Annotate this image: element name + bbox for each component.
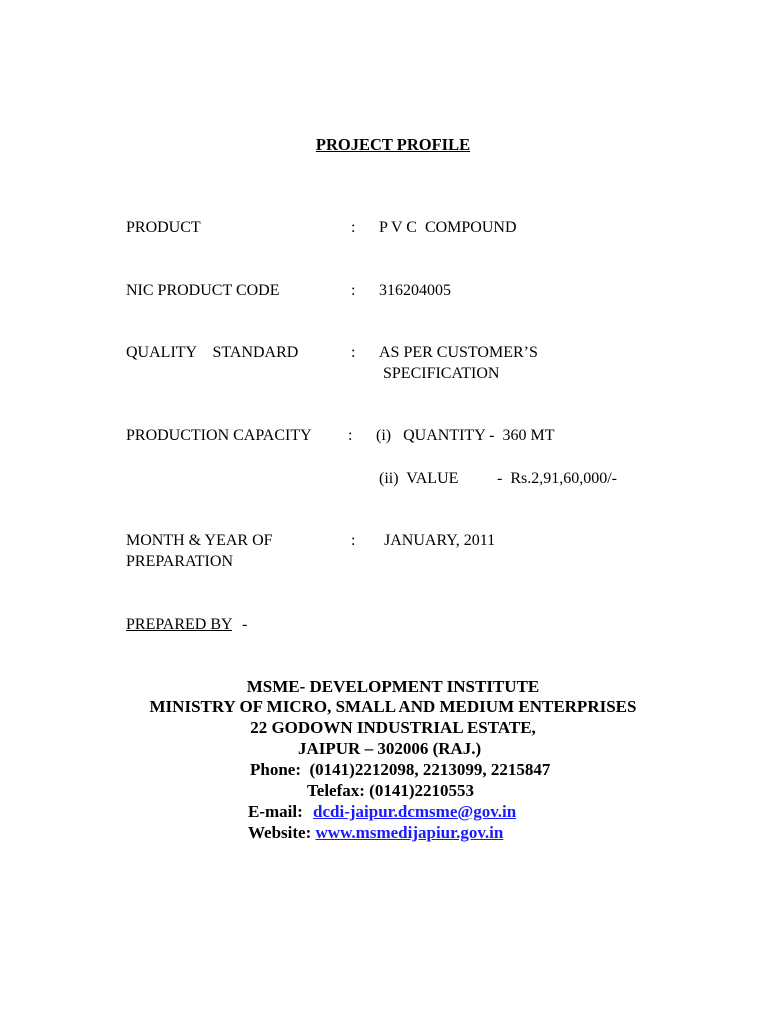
email-label: E-mail: [248,802,303,821]
address-line2: JAIPUR – 302006 (RAJ.) [298,739,482,758]
website-label: Website: [248,823,312,842]
nic-label: NIC PRODUCT CODE [126,282,280,299]
capacity-colon: : [348,427,353,444]
prepared-by-label: PREPARED BY [126,616,232,633]
address-line1: 22 GODOWN INDUSTRIAL ESTATE, [250,718,536,737]
quality-label: QUALITY STANDARD [126,344,299,361]
prepared-by [126,615,247,635]
product-colon: : [351,219,356,236]
month-label-line2: PREPARATION [126,553,233,570]
quality-value-line1: AS PER CUSTOMER’S [379,344,538,361]
quality-colon: : [351,344,356,361]
product-label: PRODUCT [126,219,201,236]
month-label-line1: MONTH & YEAR OF [126,532,273,549]
institute-name: MSME- DEVELOPMENT INSTITUTE [246,677,540,696]
capacity-quantity: (i) QUANTITY - 360 MT [376,427,555,444]
capacity-label: PRODUCTION CAPACITY [126,427,312,444]
prepared-by-dash: - [241,616,248,633]
month-colon: : [351,532,356,549]
product-value: P V C COMPOUND [379,219,517,236]
ministry-name: MINISTRY OF MICRO, SMALL AND MEDIUM ENTERPRISES [149,697,637,716]
nic-colon: : [351,282,356,299]
nic-value: 316204005 [379,282,451,299]
capacity-value-amount: - Rs.2,91,60,000/- [497,470,617,487]
quality-value-line2: SPECIFICATION [383,365,500,382]
page-title: PROJECT PROFILE [315,135,471,154]
telefax-line: Telefax: (0141)2210553 [307,781,474,800]
month-value: JANUARY, 2011 [384,532,496,549]
email-link[interactable]: dcdi-jaipur.dcmsme@gov.in [313,802,517,821]
website-row [248,823,503,843]
email-row [248,802,516,822]
phone-line: Phone: (0141)2212098, 2213099, 2215847 [250,760,551,779]
capacity-value-label: (ii) VALUE [379,470,459,487]
website-link[interactable]: www.msmedijapiur.gov.in [315,823,504,842]
